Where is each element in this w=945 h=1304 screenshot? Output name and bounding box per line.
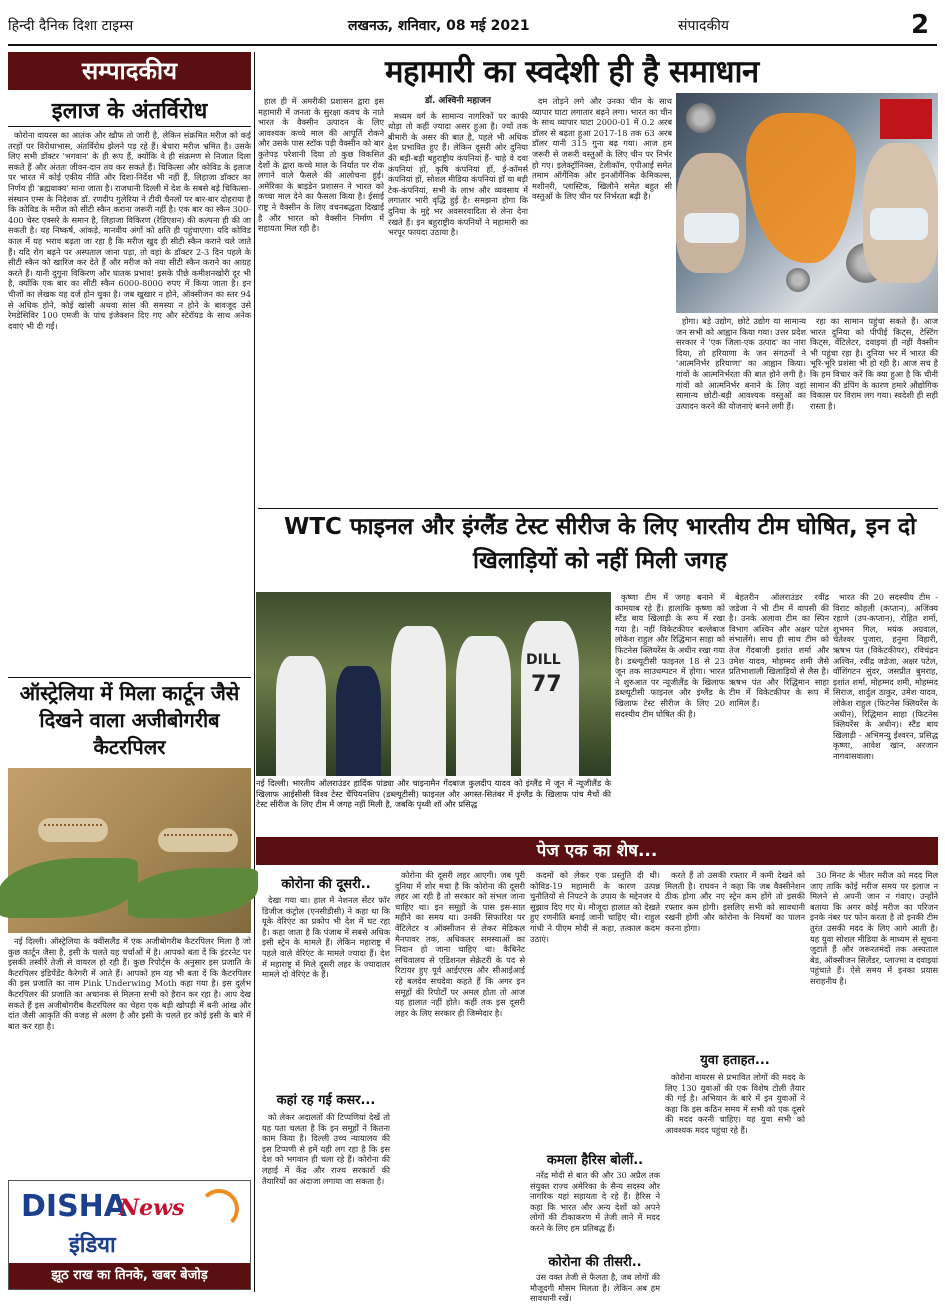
wtc-column-2: बेहतरीन ऑलराउंडर रवींद्र जडेजा ने भी टीम में वापसी की है। उनके अलावा टीम का स्पिन विभाग अश्विन और अक्षर पटेल संभालेंगे। साथ ही साथ टीम को तेज गेंदबाजी इशांत शर्मा और उमेश यादव, मोहम्मद शमी जैसे प्रतिभाशाली खिलाड़ियों से लैस है। ऋषभ पंत और रिद्धिमान साहा टीम में विकेटकीपर के रूप में शामिल हैं। bbox=[729, 592, 829, 708]
caterpillar-headline: ऑस्ट्रेलिया में मिला कार्टून जैसे दिखने वाला अजीबोगरीब कैटरपिलर bbox=[19, 681, 240, 759]
divider bbox=[258, 508, 938, 509]
ad-brand: DISHA bbox=[21, 1189, 127, 1224]
india-map-icon bbox=[746, 113, 856, 263]
leaf bbox=[0, 858, 138, 918]
caterpillar-photo bbox=[8, 768, 251, 933]
player-figure bbox=[391, 626, 446, 776]
virus-icon bbox=[686, 103, 716, 133]
paper-name: हिन्दी दैनिक दिशा टाइम्स bbox=[8, 17, 134, 34]
continued-column-3b: नरेंद्र मोदी से बात की और 30 अप्रैल तक संयुक्त राज्य अमेरिका के सैन्य सदस्य और नागरिक यहां सहायता दे रहे हैं। हैरिस ने कहा कि भारत और अन्य देशों को अपने लोगों की टीकाकरण में तेजी लाने में मदद करने के लिए हम प्रतिबद्ध हैं। bbox=[530, 1170, 660, 1233]
wtc-column-3: भारत की 20 सदस्यीय टीम - विराट कोहली (कप्तान), अजिंक्य रहाणे (उप-कप्तान), रोहित शर्मा, शुभमन गिल, मयंक अग्रवाल, चेतेश्वर पुजारा, हनुमा विहारी, ऋषभ पंत (विकेटकीपर), रविचंद्रन अश्विन, रवींद्र जडेजा, अक्षर पटेल, वॉशिंगटन सुंदर, जसप्रीत बुमराह, इशांत शर्मा, मोहम्मद शमी, मोहम्मद सिराज, शार्दुल ठाकुर, उमेश यादव, लोकेश राहुल (फिटनेस क्लियरेंस के अधीन), रिद्धिमान साहा (फिटनेस क्लियरेंस के अधीन)। स्टैंड बाय खिलाड़ी - अभिमन्यु ईश्वरन, प्रसिद्ध कृष्णा, आवेश खान, अरजान नागवासवाला। bbox=[833, 592, 938, 761]
ad-brand-news: News bbox=[119, 1195, 185, 1221]
covid-mask-illustration bbox=[676, 93, 938, 313]
ad-brand-india: इंडिया bbox=[69, 1233, 116, 1258]
player-figure bbox=[336, 666, 381, 776]
kahan-head: कहां रह गई कसर... bbox=[276, 1093, 376, 1108]
ad-tagline: झूठ राख का तिनके, खबर बेजोड़ bbox=[9, 1263, 250, 1289]
jersey-name: DILL bbox=[526, 652, 561, 668]
lead-column-2: दम तोड़ने लगे और उनका चीन के साथ व्यापार घाटा लगातार बढ़ने लगा। भारत का चीन के साथ व्यापार घाटा 2000-01 में 0.2 अरब डॉलर से बढ़ता हुआ 2017-18 तक 63 अरब डॉलर यानी 315 गुना बढ़ गया। आज हम जरूरी से जरूरी वस्तुओं के लिए चीन पर निर्भर हो गए। इलेक्ट्रॉनिक्स, टेलीकॉम, एपीआई समेत तमाम ऑर्गेनिक और इनऑर्गेनिक केमिकल्स, मशीनरी, प्लास्टिक, खिलौने समेत बहुत सी वस्तुओं के लिए चीन पर निर्भरता बढ़ी है। bbox=[532, 96, 672, 202]
column-divider bbox=[254, 52, 255, 1292]
photo-caption: नई दिल्ली। भारतीय ऑलराउंडर हार्दिक पांड्या और चाइनामैन गेंदबाज कुलदीप यादव को इंग्लैंड में जून में न्यूजीलैंड के खिलाफ आईसीसी विश्व टेस्ट चैंपियनशिप (डब्ल्यूटीसी) फाइनल और अगस्त-सितंबर में इंग्लैंड के खिलाफ पांच मैचों की टेस्ट सीरीज के लिए टीम में जगह नहीं मिली है, जबकि पृथ्वी शॉ और प्रसिद्ध bbox=[256, 778, 611, 810]
yuva-head: युवा हताहत... bbox=[700, 1053, 770, 1068]
lead-column-4: रहा का सामान पहुंचा सकते हैं। आज भारत दुनिया को पीपीई किट्स, टेस्टिंग किट्स, वेंटिलेटर, दवाइयां ही नहीं वैक्सीन भी पहुंचा रहा है। दुनिया भर में भारत की भूरि-भूरि प्रशंसा भी हो रही है। आज सच है कि हम विचार करें कि क्या हुआ है कि चीनी सामान की डंपिंग के कारण हमारे औद्योगिक विकास पर विराम लग गया। स्वदेशी ही सही रास्ता है। bbox=[810, 316, 938, 411]
mask-icon bbox=[684, 213, 739, 243]
continued-column-3: कदमों को लेकर एक प्रस्तुति दी थी। कोविड-19 महामारी के कारण उत्पन्न चुनौतियों से निपटने के उपाय के मद्देनजर ये सुझाव दिए गए थे। मौजूदा हालात को देखते हुए रणनीति बनाई जानी चाहिए थी। राहुल गांधी ने पीएम मोदी से कहा, तत्काल कदम उठाएं। bbox=[530, 870, 660, 944]
byline: डॉ. अश्विनी महाजन bbox=[424, 96, 492, 106]
section-name: संपादकीय bbox=[678, 17, 729, 34]
caterpillar bbox=[158, 828, 238, 852]
caterpillar-body: नई दिल्ली। ऑस्ट्रेलिया के क्वींसलैंड में एक अजीबोगरीब कैटरपिलर मिला है जो कुछ कार्टून जैसा है, इसी के चलते यह चर्चाओं में है। आपको बता दें कि इंटरनेट पर इसकी तस्वीरें तेजी से वायरल हो रही हैं। कुछ रिपोर्ट्स के अनुसार इस प्रजाति के कैटरपिलर इंडिपेंडेंट कैरेगरी में आते हैं। आपको हम यह भी बता दें कि कैटरपिलर की इस प्रजाति का नाम Pink Underwing Moth कहा गया है। इस दुर्लभ कैटरपिलर की प्रजाति का अचानक से मिलना सभी को हैरान कर रहा है। आप देख सकते हैं इस अजीबोगरीब कैटरपिलर का चेहरा एक बड़ी खोपड़ी में बनी आंख और दांत जैसी आकृति की वजह से अलग है और इसी के चलते हर कोई इसी के बारे में बात कर रहा है। bbox=[8, 936, 251, 1031]
virus-icon bbox=[786, 268, 810, 292]
disha-news-advertisement bbox=[8, 1180, 251, 1290]
player-figure bbox=[456, 636, 511, 776]
masthead bbox=[8, 6, 937, 46]
divider bbox=[8, 126, 251, 127]
lead-headline: महामारी का स्वदेशी ही है समाधान bbox=[385, 54, 759, 90]
lead-column-3: होगा। बड़े उद्योग, छोटे उद्योग या सामान्य जन सभी को आह्वान किया गया। उत्तर प्रदेश सरकार ने 'एक जिला-एक उत्पाद' का नारा दिया, तो हरियाणा के जन संगठनों ने 'आत्मनिर्भर हरियाणा' का आह्वान किया। गांवों के आत्मनिर्भरता की बात होने लगी है। गांवों को आत्मनिर्भर बनाने के लिए वहां सामान्य छोटी-बड़ी आवश्यक वस्तुओं का उत्पादन करने की योजनाएं बनने लगी हैं। bbox=[676, 316, 806, 411]
continued-column-1: देखा गया था। हाल में नेशनल सेंटर फॉर डिजीज कंट्रोल (एनसीडीसी) ने कहा था कि यूके वेरिएंट का प्रकोप भी देश में घट रहा है। कहा जाता है कि पंजाब में सबसे अधिक इसी स्ट्रेन के मामले हैं। लेकिन महाराष्ट्र में पहले वाले वेरिएंट के मामले ज्यादा हैं। देश में महाराष्ट्र में मिले दूसरी लहर के ज्यादातर मामले दो वेरिएंट के हैं। bbox=[262, 895, 390, 980]
cricket-team-photo bbox=[256, 592, 611, 776]
middle-column: हाल ही में अमरीकी प्रशासन द्वारा इस महामारी में जनता के सुरक्षा कवच के नाते भारत के वैक्सीन उत्पादन के लिए आवश्यक कच्चे माल की आपूर्ति रोकने और उसके पास स्टॉक पड़ी वैक्सीन को बार कुतेपड़ परेशानी दिया तो कुछ विकसित देशों के द्वारा कच्चे माल के निर्यात पर रोक लगाने वाले फैसले की आलोचना हुई। अमेरिका के बाइडेन प्रशासन ने भारत को कच्चा माल देने का फैसला किया है। ईसाई राष्ट्र ने वैक्सीन के लिए वचनबद्धता दिखाई है और भारत को वैक्सीन निर्माण में सहायता मिल रही है। bbox=[258, 96, 384, 234]
divider bbox=[8, 677, 251, 678]
continued-column-4: करते हैं तो उसकी रफ्तार में कमी देखने को मिलती है। राघवन ने कहा कि जब वैक्सीनेशन ठीक होगा और नए स्ट्रेन कम होंगे तो इसकी रफ्तार कम होगी। इसलिए सभी को सावधानी रखनी होगी और कोरोना के नियमों का पालन करना होगा। bbox=[665, 870, 805, 933]
lead-column-1: डॉ. अश्विनी महाजन मध्यम वर्ग के सामान्य नागरिकों पर काफी थोड़ा तो कहीं ज्यादा असर हुआ है। ज्यों तक बीमारी के असर की बात है, पहले भी अधिक देश प्रभावित हुए हैं। लेकिन दूसरी ओर दुनिया की बड़ी-बड़ी बहुराष्ट्रीय कंपनियां हैं- चाहे वे दवा कंपनियां हों, कृषि कंपनियां हों, ई-कॉमर्स कंपनियां हों, सोशल मीडिया कंपनियां हों या बड़ी टेक-कंपनियां, सभी के लाभ और व्यवसाय में लगातार भारी वृद्धि हुई है। समझना होगा कि दुनिया के मुद्दे भर अवसरवादिता से लेना देना रखते हैं। इन बहुराष्ट्रीय कंपनियों ने महामारी का भरपूर फायदा उठाया है। bbox=[388, 96, 528, 238]
page-number: 2 bbox=[903, 8, 937, 42]
continued-banner: पेज एक का शेष... bbox=[256, 837, 938, 865]
corona-third-head: कोरोना की तीसरी.. bbox=[548, 1255, 642, 1270]
continued-column-3c: उस वक्त तेजी से फैलता है, जब लोगों की मौजूदगी मौसम मिलता है। लेकिन अब हम सावधानी रखें। bbox=[530, 1272, 660, 1304]
corona-second-head: कोरोना की दूसरी.. bbox=[281, 877, 371, 892]
player-figure bbox=[276, 656, 326, 776]
caterpillar bbox=[38, 818, 108, 842]
mask-icon bbox=[870, 208, 928, 240]
swoosh-icon bbox=[199, 1189, 239, 1229]
editorial-headline: इलाज के अंतर्विरोध bbox=[51, 99, 208, 124]
continued-column-4b: कोरोना वायरस से प्रभावित लोगों की मदद के लिए 130 युवाओं की एक विशेष टोली तैयार की गई है। अभियान के बारे में इन युवाओं ने कहा कि इस कठिन समय में सभी को एक दूसरे की मदद करनी चाहिए। यह युवा सभी को आवश्यक मदद पहुंचा रहे हैं। bbox=[665, 1072, 805, 1135]
player-figure bbox=[521, 621, 579, 776]
continued-column-5: 30 मिनट के भीतर मरीज को मदद मिल जाए ताकि कोई मरीज समय पर इलाज न मिलने से अपनी जान न गंवाए। उन्होंने बताया कि अगर कोई मरीज का परिजन इनके नंबर पर फोन करता है तो इनकी टीम तुरंत उसकी मदद के लिए आगे आती है। यह युवा सोशल मीडिया के माध्यम से सूचना जुटाते हैं और जरूरतमंदों तक अस्पताल बेड, ऑक्सीजन सिलेंडर, प्लाज्मा व दवाइयां पहुंचाते हैं। ऐसे समय में इनका प्रयास सराहनीय है। bbox=[810, 870, 938, 986]
wtc-column-1: कृष्णा टीम में जगह बनाने में कामयाब रहे हैं। हालांकि कृष्णा को स्टैंड बाय खिलाड़ी के रूप में रखा गया है। नहीं विकेटकीपर बल्लेबाज लोकेश राहुल और रिद्धिमान साहा को फिटनेस क्लियरेंस के अधीन रखा गया है। डब्ल्यूटीसी फाइनल 18 से 23 जून तक साउथम्पटन में होगा। भारत ने शुरुआत पर न्यूजीलैंड के खिलाफ डब्ल्यूटीसी फाइनल और इंग्लैंड के खिलाफ टेस्ट सीरीज के लिए 20 सदस्यीय टीम घोषित की है। bbox=[615, 592, 725, 719]
leaf bbox=[128, 868, 258, 918]
continued-column-2: कोरोना की दूसरी लहर आएगी। जब पूरी दुनिया में शोर मचा है कि कोरोना की दूसरी लहर आ रही है तो सरकार को संभल जाना चाहिए था। इन समूहों के पास इस-सात महीने का समय था। उनकी सिफारिश पर वेंटिलेटर व ऑक्सीजन से लेकर मेडिकल मैनपावर तक, अधिकतर समस्याओं का निदान हो जाना चाहिए था। कैबिनेट सचिवालय से एडिशनल सेक्रेटरी के पद से रिटायर हुए पूर्व आईएएस और सीआईआई रहे बलदेव सचदेवा कहते हैं कि अगर इन समूहों की रिपोर्टों पर अमल होता तो आज यह हालात नहीं होते। कहीं तक इस दूसरी लहर के लिए सरकार ही जिम्मेदार है। bbox=[395, 870, 525, 1018]
wtc-headline: WTC फाइनल और इंग्लैंड टेस्ट सीरीज के लिए भारतीय टीम घोषित, इन दो खिलाड़ियों को नहीं मिली जगह bbox=[283, 514, 917, 574]
publisher-badge bbox=[880, 99, 932, 139]
kamla-head: कमला हैरिस बोलीं.. bbox=[546, 1153, 644, 1168]
dateline: लखनऊ, शनिवार, 08 मई 2021 bbox=[348, 17, 530, 34]
continued-column-1b: को लेकर अदालतों की टिप्पणियां देखें तो यह पता चलता है कि इन समूहों ने कितना काम किया है। दिल्ली उच्च न्यायालय की इस टिप्पणी से हमें यही लग रहा है कि इस देश को भगवान ही चला रहे हैं। कोरोना की लहाई में केंद्र और राज्य सरकारों की तैयारियों का अंदाजा लगाया जा सकता है। bbox=[262, 1112, 390, 1186]
editorial-body: कोरोना वायरस का आतंक और खौफ तो जारी है, लेकिन संक्रमित मरीज को कई तरहों पर विरोधाभास, अंतर्विरोध झेलने पड़ रहे हैं। बेचारा मरीज भ्रमित है। उसके लिए सभी डॉक्टर 'भगवान' के ही रूप हैं, क्योंकि वे ही संक्रमण से निजात दिला सकते हैं और अंततः जीवन-दान तय कर सकते हैं। चिकित्सा और कोविड के इलाज पर भारत में कोई एकीय नीति और दिशा-निर्देश भी नहीं हैं, लिहाजा डॉक्टर का निर्णय ही 'ब्रह्मवाक्य' माना जाता है। राजधानी दिल्ली में देश के सबसे बड़े चिकित्सा-संस्थान एम्स के निदेशक डॉ. रणदीप गुलेरिया ने टीवी चैनलों पर बार-बार दोहराया है कि कोविड के मरीज को सीटी स्कैन कराना जरूरी नहीं है। एक बार का स्कैन 300-400 चेस्ट एक्सरे के समान है, लिहाजा विकिरण (रेडिएशन) की कल्पना ही की जा सकती है। यह निष्कर्ष, आंकड़े, मानवीय अंगों को क्षति ही पहुंचाएगा। यदि कोविड काल में यह भराव बढ़ता जा रहा है कि मरीज खुद ही सीटी स्कैन कराने चले जाते हैं। यदि रोग बढ़ने पर अस्पताल जाना पड़ा, तो वहां के डॉक्टर 2-3 दिन पहले के सीटी स्कैन को खारिज कर देते हैं और मरीज को नया सीटी स्कैन कराने का आग्रह करते हैं। यानी दुगुना विकिरण और घातक प्रभाव! इसके पीछे कमीशनखोरी दूर भी है, क्योंकि एक बार का सीटी स्कैन 6000-8000 रुपए में किया जाता है। इन चीजों का लेखक यह दर्ज होन चुका है। जब खुखार न होने, ऑक्सीजन का स्तर 94 से अधिक होने, कोई खांसी अथवा सांस की समस्या न होने के बावजूद उसे रेमडेसिविर 100 एमजी के पांच इंजेक्शन दिए गए और स्टेरॉयड के साथ अनेक दवाएं भी दी गईं। bbox=[8, 130, 251, 331]
jersey-number: 77 bbox=[531, 672, 562, 697]
editorial-banner: सम्पादकीय bbox=[8, 52, 251, 90]
